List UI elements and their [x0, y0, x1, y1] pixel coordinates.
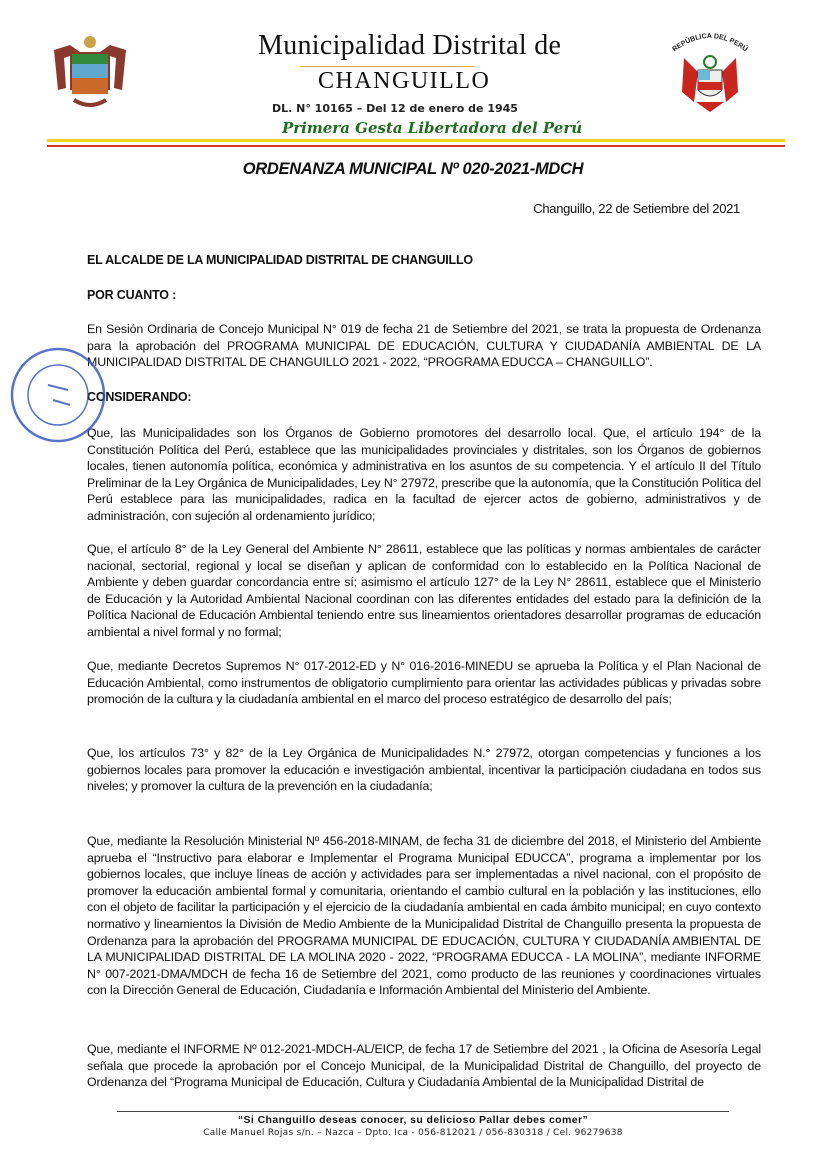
footer-divider: [117, 1111, 729, 1112]
paragraph-4: Que, mediante Decretos Supremos N° 017-2012-ED y N° 016-2016-MINEDU se aprueba la Política y el Plan Nacional de Educación Ambiental, como instrumentos de obligatorio cumplimiento para orientar las actividades públicas y privadas sobre promoción de la cultura y la ciudadanía ambiental en el marco del proceso estratégico de desarrollo del país;: [87, 659, 761, 707]
footer-slogan: “Si Changuillo deseas conocer, su delicioso Pallar debes comer”: [237, 1114, 589, 1126]
heading-mayor: EL ALCALDE DE LA MUNICIPALIDAD DISTRITAL DE CHANGUILLO: [87, 253, 473, 267]
motto: Primera Gesta Libertadora del Perú: [282, 119, 583, 137]
paragraph-2: Que, las Municipalidades son los Órganos de Gobierno promotores del desarrollo local. Que, el artículo 194° de la Constitución Política del Perú, establece que las municipalidades provinciales y distritales, son los Órganos de gobiernos locales, tienen autonomía política, económica y administrativa en los asuntos de su competencia. Y el artículo II del Título Preliminar de la Ley Orgánica de Municipalidades, Ley N° 27972, prescribe que la autonomía, que la Constitución Política del Perú establece para las municipalidades, radica en la facultad de ejercer actos de gobierno, administrativos y de administración, con sujeción al ordenamiento jurídico;: [87, 426, 761, 523]
footer-address: Calle Manuel Rojas s/n. – Nazca – Dpto. Ica - 056-812021 / 056-830318 / Cel. 96279638: [203, 1128, 623, 1138]
header-yellow-band: [47, 139, 785, 142]
ordinance-title: ORDENANZA MUNICIPAL Nº 020-2021-MDCH: [242, 160, 584, 178]
municipal-stamp: [8, 345, 108, 445]
paragraph-1: En Sesión Ordinaria de Concejo Municipal N° 019 de fecha 21 de Setiembre del 2021, se trata la propuesta de Ordenanza para la aprobación del PROGRAMA MUNICIPAL DE EDUCACIÓN, CULTURA Y CIUDADANÍA AMBIENTAL DE LA MUNICIPALIDAD DISTRITAL DE CHANGUILLO 2021 - 2022, “PROGRAMA EDUCCA – CHANGUILLO”.: [87, 322, 761, 370]
header-red-band: [47, 145, 785, 147]
peru-coat-of-arms-logo: [666, 28, 754, 114]
heading-por-cuanto: POR CUANTO :: [87, 288, 177, 302]
emblem-text: REPÚBLICA DEL PERÚ: [671, 32, 749, 54]
place-date: Changuillo, 22 de Setiembre del 2021: [533, 201, 740, 216]
paragraph-3: Que, el artículo 8° de la Ley General del Ambiente N° 28611, establece que las políticas y normas ambientales de carácter nacional, sectorial, regional y local se diseñan y aplican de conformidad con lo establecido en la Política Nacional de Ambiente y deben guardar concordancia entre sí; asimismo el artículo 127° de la Ley N° 28611, establece que el Ministerio de Educación y la Autoridad Ambiental Nacional coordinan con las diferentes entidades del estado para la definición de la Política Nacional de Educación Ambiental teniendo entre sus lineamientos orientadores desarrollar programas de educación ambiental a nivel formal y no formal;: [87, 542, 761, 639]
district-name: CHANGUILLO: [318, 68, 491, 94]
paragraph-5: Que, los artículos 73° y 82° de la Ley Orgánica de Municipalidades N.° 27972, otorgan competencias y funciones a los gobiernos locales para promover la educación e investigación ambiental, incentivar la participación ciudadana en todos sus niveles; y promover la cultura de la prevención en la ciudadanía;: [87, 746, 761, 794]
title-divider: [300, 66, 475, 67]
heading-considerando: CONSIDERANDO:: [87, 390, 192, 404]
emblem-arc-text: [671, 33, 749, 53]
municipal-crest-logo: [50, 30, 130, 112]
decree-line: DL. N° 10165 – Del 12 de enero de 1945: [272, 102, 518, 115]
municipality-title: Municipalidad Distrital de: [258, 30, 562, 61]
paragraph-7: Que, mediante el INFORME Nº 012-2021-MDCH-AL/EICP, de fecha 17 de Setiembre del 2021 , la Oficina de Asesoría Legal señala que procede la aprobación por el Concejo Municipal, de la Municipalidad Distrital de Changuillo, del proyecto de Ordenanza del “Programa Municipal de Educación, Cultura y Ciudadanía Ambiental de la Municipalidad Distrital de: [87, 1042, 761, 1090]
paragraph-6: Que, mediante la Resolución Ministerial Nº 456-2018-MINAM, de fecha 31 de diciembre del 2018, el Ministerio del Ambiente aprueba el “Instructivo para elaborar e Implementar el Programa Municipal EDUCCA”, programa a implementar por los gobiernos locales, que incluye líneas de acción y actividades para ser implementadas a nivel nacional, con el propósito de promover la educación ambiental formal y comunitaria, orientando el cambio cultural en la población y las instituciones, ello con el objeto de facilitar la participación y el ejercicio de la ciudadanía ambiental en cada ámbito municipal; en cuyo contexto normativo y lineamientos la División de Medio Ambiente de la Municipalidad Distrital de Changuillo presenta la propuesta de Ordenanza para la aprobación del PROGRAMA MUNICIPAL DE EDUCACIÓN, CULTURA Y CIUDADANÍA AMBIENTAL DE LA MUNICIPALIDAD DISTRITAL DE LA MOLINA 2020 - 2022, “PROGRAMA EDUCCA - LA MOLINA”, mediante INFORME N° 007-2021-DMA/MDCH de fecha 16 de Setiembre del 2021, como producto de las reuniones y coordinaciones virtuales con la Dirección General de Educación, Ciudadanía e Información Ambiental del Ministerio del Ambiente.: [87, 834, 761, 998]
